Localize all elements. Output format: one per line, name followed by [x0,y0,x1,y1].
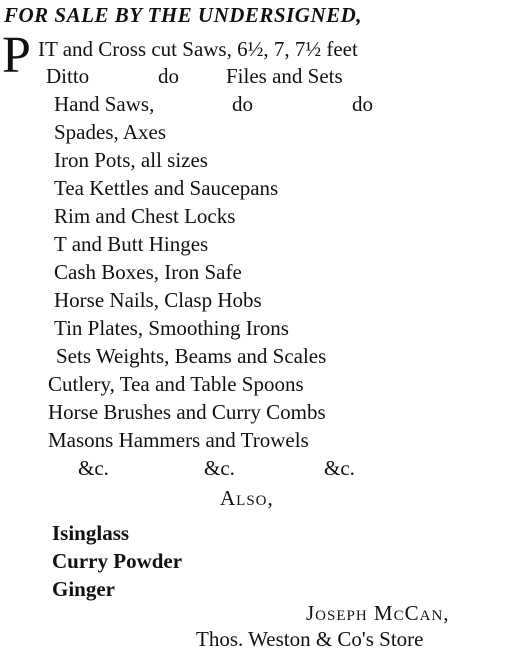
list-item-hand-saws [54,91,373,117]
also-list-item: Isinglass [52,521,130,545]
signature-location: Thos. Weston & Co's Store [196,627,424,651]
etc-3: &c. [324,456,355,480]
list-item: Cash Boxes, Iron Safe [54,260,242,284]
list-item: Spades, Axes [54,120,166,144]
hand-saws-do-1: do [232,92,253,116]
also-list-item: Curry Powder [52,549,183,573]
also-heading: Also, [220,486,274,510]
also-list-item: Ginger [52,577,115,601]
ditto-label: Ditto [46,64,90,88]
list-item-pit-saws: IT and Cross cut Saws, 6½, 7, 7½ feet [38,37,358,61]
ditto-files: Files and Sets [226,64,343,88]
list-item: T and Butt Hinges [54,232,209,256]
list-item: Sets Weights, Beams and Scales [56,344,327,368]
list-item: Tin Plates, Smoothing Irons [54,316,289,340]
etc-2: &c. [204,456,235,480]
list-item: Iron Pots, all sizes [54,148,208,172]
list-item: Cutlery, Tea and Table Spoons [48,372,304,396]
hand-saws-do-2: do [352,92,373,116]
list-item: Horse Brushes and Curry Combs [48,400,326,424]
etc-line [78,455,355,481]
headline: FOR SALE BY THE UNDERSIGNED, [4,3,363,27]
etc-1: &c. [78,456,109,480]
list-item: Rim and Chest Locks [54,204,236,228]
list-item: Masons Hammers and Trowels [48,428,309,452]
signature-name: Joseph McCan, [306,601,450,625]
list-item: Tea Kettles and Saucepans [54,176,279,200]
list-item-ditto [46,63,343,89]
ditto-do: do [158,64,179,88]
drop-cap: P [2,27,31,84]
list-item: Horse Nails, Clasp Hobs [54,288,262,312]
hand-saws-label: Hand Saws, [54,92,155,116]
